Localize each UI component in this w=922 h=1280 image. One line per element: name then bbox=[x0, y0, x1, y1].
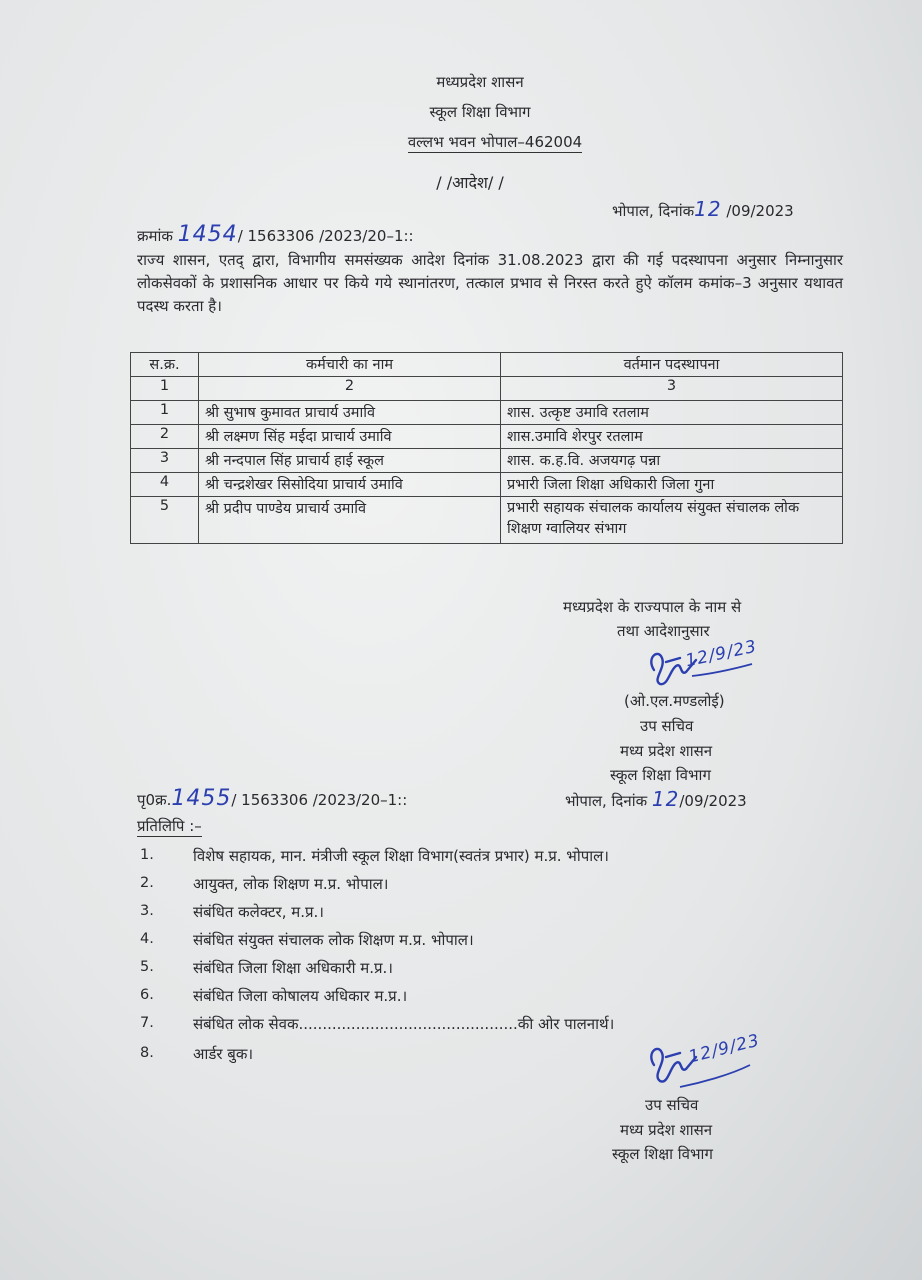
table-row bbox=[131, 449, 843, 473]
order-body-text: राज्य शासन, एतद् द्वारा, विभागीय समसंख्यक आदेश दिनांक 31.08.2023 द्वारा की गई पदस्थापना अनुसार निम्नानुसार लोकसेवकों के प्रशासनिक आधार पर किये गये स्थानांतरण, तत्काल प्रभाव से निरस्त करते हुऐ कॉलम कमांक–3 अनुसार यथावत पदस्थ करता है। bbox=[137, 251, 843, 315]
endorsement-date-prefix: भोपाल, दिनांक bbox=[565, 792, 648, 810]
signatory-designation: उप सचिव bbox=[640, 717, 694, 735]
copy-item-text: संबंधित संयुक्त संचालक लोक शिक्षण म.प्र. भोपाल। bbox=[193, 931, 474, 949]
col-header-post: वर्तमान पदस्थापना bbox=[501, 353, 843, 377]
copy-item-number: 2. bbox=[140, 875, 154, 891]
row-post: शास. उत्कृष्ट उमावि रतलाम bbox=[501, 401, 843, 425]
copy-item-number: 6. bbox=[140, 987, 154, 1003]
endorsement-date-day-handwritten: 12 bbox=[651, 787, 680, 811]
copy-item-number: 1. bbox=[140, 847, 154, 863]
copy-to-label bbox=[137, 817, 202, 835]
signatory-dept: स्कूल शिक्षा विभाग bbox=[610, 766, 711, 784]
header-address-text: वल्लभ भवन भोपाल–462004 bbox=[407, 133, 583, 151]
header-address bbox=[380, 133, 610, 151]
signatory2-govt: मध्य प्रदेश शासन bbox=[620, 1121, 713, 1139]
col-number: 1 bbox=[131, 377, 199, 401]
date-day-handwritten: 12 bbox=[694, 197, 722, 221]
table-row bbox=[131, 473, 843, 497]
row-sn: 4 bbox=[131, 473, 199, 497]
copy-item-number: 5. bbox=[140, 959, 154, 975]
col-number: 3 bbox=[501, 377, 843, 401]
endorsement-date bbox=[565, 787, 747, 811]
transfer-table bbox=[130, 352, 843, 544]
signature-2-date: 12/9/23 bbox=[686, 1030, 762, 1068]
table-row bbox=[131, 497, 843, 544]
order-label: क्रमांक bbox=[137, 227, 173, 245]
signatory2-dept: स्कूल शिक्षा विभाग bbox=[612, 1145, 713, 1163]
order-date bbox=[612, 197, 794, 221]
copy-item-text: संबंधित जिला शिक्षा अधिकारी म.प्र.। bbox=[193, 959, 393, 977]
table-row bbox=[131, 401, 843, 425]
copy-item-text: संबंधित लोक सेवक..............................................की ओर पालनार्थ। bbox=[193, 1015, 615, 1033]
order-number-handwritten: 1454 bbox=[177, 222, 238, 247]
endorsement-date-suffix: /09/2023 bbox=[679, 792, 747, 810]
signatory2-designation: उप सचिव bbox=[645, 1096, 699, 1114]
col-header-name: कर्मचारी का नाम bbox=[199, 353, 501, 377]
endorsement-reference: / 1563306 /2023/20–1:: bbox=[231, 791, 408, 809]
copy-item-number: 8. bbox=[140, 1045, 154, 1061]
row-sn: 2 bbox=[131, 425, 199, 449]
row-name: श्री नन्दपाल सिंह प्राचार्य हाई स्कूल bbox=[199, 449, 501, 473]
signatory-govt: मध्य प्रदेश शासन bbox=[620, 742, 713, 760]
copy-item-number: 4. bbox=[140, 931, 154, 947]
copy-item-number: 7. bbox=[140, 1015, 154, 1031]
signatory-name: (ओ.एल.मण्डलोई) bbox=[624, 692, 725, 710]
row-name: श्री लक्ष्मण सिंह मईदा प्राचार्य उमावि bbox=[199, 425, 501, 449]
date-suffix: /09/2023 bbox=[721, 202, 794, 220]
row-name: श्री चन्द्रशेखर सिसोदिया प्राचार्य उमावि bbox=[199, 473, 501, 497]
copy-item-text: आयुक्त, लोक शिक्षण म.प्र. भोपाल। bbox=[193, 875, 389, 893]
copy-item-number: 3. bbox=[140, 903, 154, 919]
table-row bbox=[131, 425, 843, 449]
copy-item-text: विशेष सहायक, मान. मंत्रीजी स्कूल शिक्षा विभाग(स्वतंत्र प्रभार) म.प्र. भोपाल। bbox=[193, 847, 609, 865]
row-post: प्रभारी सहायक संचालक कार्यालय संयुक्त संचालक लोक शिक्षण ग्वालियर संभाग bbox=[501, 497, 843, 544]
row-name: श्री प्रदीप पाण्डेय प्राचार्य उमावि bbox=[199, 497, 501, 544]
by-order: तथा आदेशानुसार bbox=[617, 622, 710, 640]
copy-item-text: आर्डर बुक। bbox=[193, 1045, 254, 1063]
col-header-sn: स.क्र. bbox=[131, 353, 199, 377]
row-post: शास. क.ह.वि. अजयगढ़ पन्ना bbox=[501, 449, 843, 473]
copy-item-text: संबंधित कलेक्टर, म.प्र.। bbox=[193, 903, 324, 921]
row-post: शास.उमावि शेरपुर रतलाम bbox=[501, 425, 843, 449]
order-number-line bbox=[137, 222, 414, 247]
endorsement-number-handwritten: 1455 bbox=[171, 786, 232, 811]
row-sn: 5 bbox=[131, 497, 199, 544]
order-heading: / /आदेश/ / bbox=[436, 173, 504, 192]
governor-authority: मध्यप्रदेश के राज्यपाल के नाम से bbox=[563, 598, 742, 616]
endorsement-line bbox=[137, 786, 408, 811]
header-government: मध्यप्रदेश शासन bbox=[436, 73, 524, 91]
col-number: 2 bbox=[199, 377, 501, 401]
row-post: प्रभारी जिला शिक्षा अधिकारी जिला गुना bbox=[501, 473, 843, 497]
table-header-row bbox=[131, 353, 843, 377]
header-department: स्कूल शिक्षा विभाग bbox=[429, 103, 531, 121]
table-colnum-row bbox=[131, 377, 843, 401]
date-prefix: भोपाल, दिनांक bbox=[612, 202, 695, 220]
signature-1-date: 12/9/23 bbox=[683, 636, 759, 672]
row-name: श्री सुभाष कुमावत प्राचार्य उमावि bbox=[199, 401, 501, 425]
endorsement-label: पृ0क्र. bbox=[137, 791, 172, 809]
row-sn: 1 bbox=[131, 401, 199, 425]
copy-to-label-text: प्रतिलिपि :– bbox=[137, 817, 202, 835]
order-reference: / 1563306 /2023/20–1:: bbox=[237, 227, 414, 245]
row-sn: 3 bbox=[131, 449, 199, 473]
copy-item-text: संबंधित जिला कोषालय अधिकार म.प्र.। bbox=[193, 987, 408, 1005]
